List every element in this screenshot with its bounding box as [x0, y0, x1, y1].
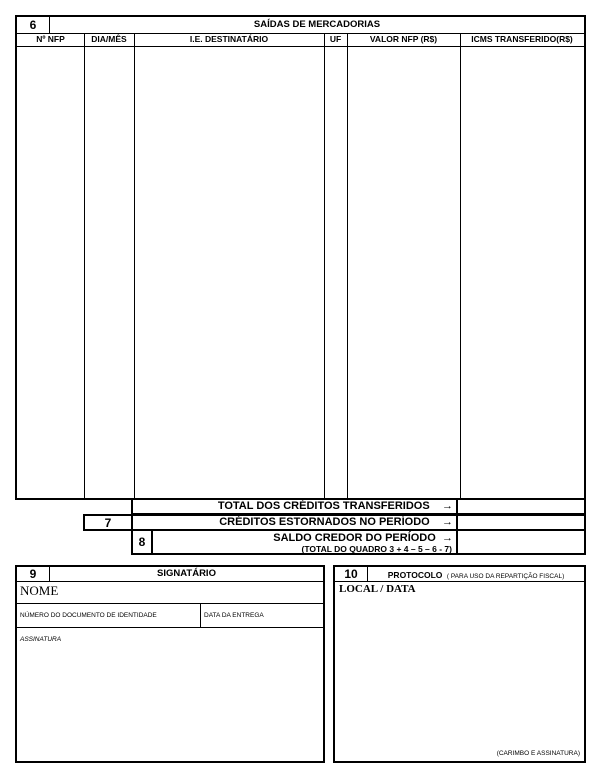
col-divider	[460, 34, 461, 498]
documento-identidade-field[interactable]	[17, 604, 201, 628]
section-8-row	[131, 529, 586, 555]
section-10-title-group	[368, 567, 584, 583]
assinatura-label: ASSINATURA	[20, 636, 62, 643]
col-divider	[347, 34, 348, 498]
saldo-credor-text: SALDO CREDOR DO PERÍODO	[273, 532, 436, 544]
section-6-number: 6	[29, 18, 37, 32]
section-9-title: SIGNATÁRIO	[157, 568, 216, 579]
section-6-number-box	[17, 17, 50, 33]
section-7-number-box	[85, 516, 133, 529]
section-9-number-box	[17, 567, 50, 581]
total-creditos-text: TOTAL DOS CRÉDITOS TRANSFERIDOS	[217, 500, 430, 512]
section-10-header	[335, 567, 584, 582]
col-header-valor-nfp: VALOR NFP (R$)	[369, 34, 438, 44]
section-10-number: 10	[344, 567, 358, 581]
data-entrega-label: DATA DA ENTREGA	[204, 612, 264, 619]
col-header-uf: UF	[329, 34, 342, 44]
local-data-label: LOCAL / DATA	[339, 583, 416, 595]
col-header-dia-mes: DIA/MÊS	[91, 34, 127, 44]
col-divider	[134, 34, 135, 498]
total-creditos-row	[131, 498, 586, 515]
creditos-estornados-label	[133, 516, 458, 529]
carimbo-assinatura-label: (CARIMBO E ASSINATURA)	[496, 750, 580, 757]
assinatura-field[interactable]	[17, 628, 323, 761]
arrow-icon: →	[441, 516, 453, 528]
col-header-icms-transferido: ICMS TRANSFERIDO(R$)	[471, 34, 573, 44]
section-6-header	[17, 17, 584, 34]
arrow-icon: →	[441, 532, 453, 544]
section-10-number-box	[335, 567, 368, 581]
section-8-number: 8	[138, 535, 146, 549]
section-7-number: 7	[104, 516, 112, 530]
section-6-table	[15, 15, 586, 500]
section-9-header	[17, 567, 323, 582]
arrow-icon: →	[441, 500, 453, 512]
section-10-title-note: ( PARA USO DA REPARTIÇÃO FISCAL)	[446, 573, 565, 580]
creditos-estornados-text: CRÉDITOS ESTORNADOS NO PERÍODO	[219, 516, 430, 528]
column-header-row	[17, 34, 584, 47]
col-divider	[324, 34, 325, 498]
section-10-title: PROTOCOLO	[387, 570, 443, 580]
col-divider	[84, 34, 85, 498]
section-9-number: 9	[29, 567, 37, 581]
section-6-title: SAÍDAS DE MERCADORIAS	[253, 19, 381, 30]
col-header-ie-destinatario: I.E. DESTINATÁRIO	[189, 34, 269, 44]
data-entrega-field[interactable]	[201, 604, 323, 628]
nome-field[interactable]	[17, 582, 323, 604]
saldo-credor-label	[153, 531, 458, 553]
documento-identidade-label: NÚMERO DO DOCUMENTO DE IDENTIDADE	[20, 612, 157, 619]
section-8-number-box	[133, 531, 153, 553]
saldo-credor-subtitle: (TOTAL DO QUADRO 3 + 4 – 5 – 6 - 7)	[301, 544, 452, 554]
col-header-nfp: Nº NFP	[36, 34, 65, 44]
section-9-box	[15, 565, 325, 763]
section-10-box	[333, 565, 586, 763]
nome-label: NOME	[20, 583, 59, 598]
total-creditos-label	[133, 500, 458, 513]
